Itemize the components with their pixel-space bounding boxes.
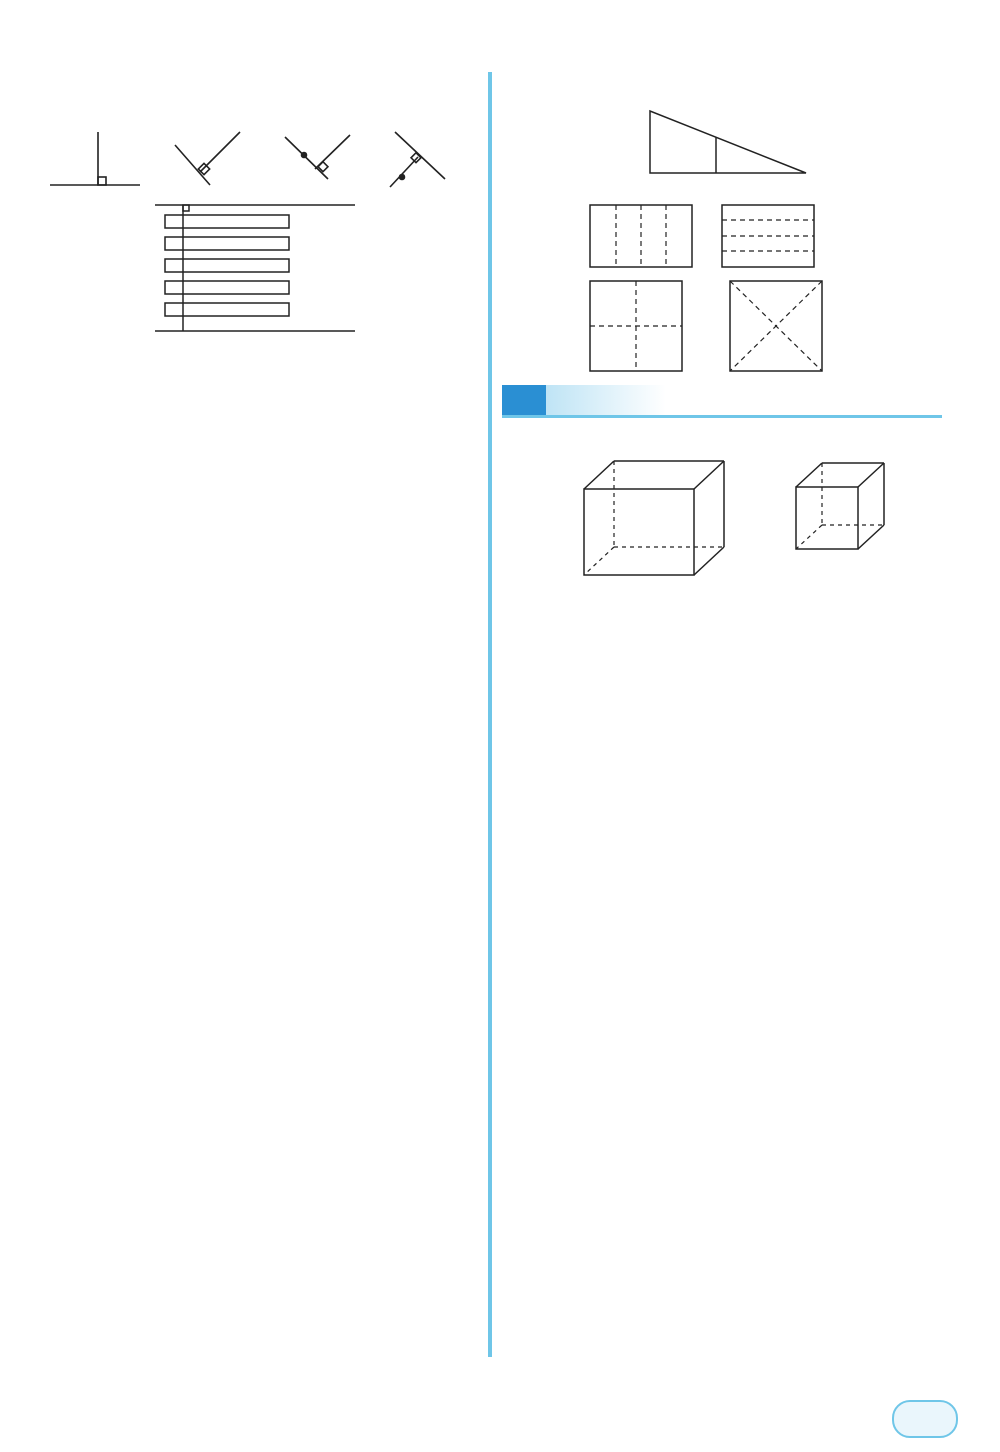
section-title bbox=[50, 84, 480, 119]
fold-figures-2 bbox=[572, 277, 872, 377]
left-column bbox=[50, 70, 480, 355]
page-footer bbox=[728, 1400, 968, 1440]
shortest-path-figure bbox=[155, 201, 375, 351]
fold-figures-1 bbox=[572, 201, 872, 273]
banner-page-number bbox=[502, 385, 546, 415]
answer-p60 bbox=[502, 72, 942, 103]
section-banner bbox=[502, 385, 942, 418]
column-divider bbox=[488, 72, 492, 1357]
cuboid-cube-figure bbox=[532, 451, 912, 591]
right-column bbox=[502, 70, 942, 595]
analysis-tag-row bbox=[502, 428, 942, 447]
triangle-figure bbox=[622, 107, 822, 197]
page-number bbox=[892, 1400, 958, 1438]
banner-gradient bbox=[546, 385, 666, 415]
perpendicular-figures bbox=[50, 127, 480, 197]
